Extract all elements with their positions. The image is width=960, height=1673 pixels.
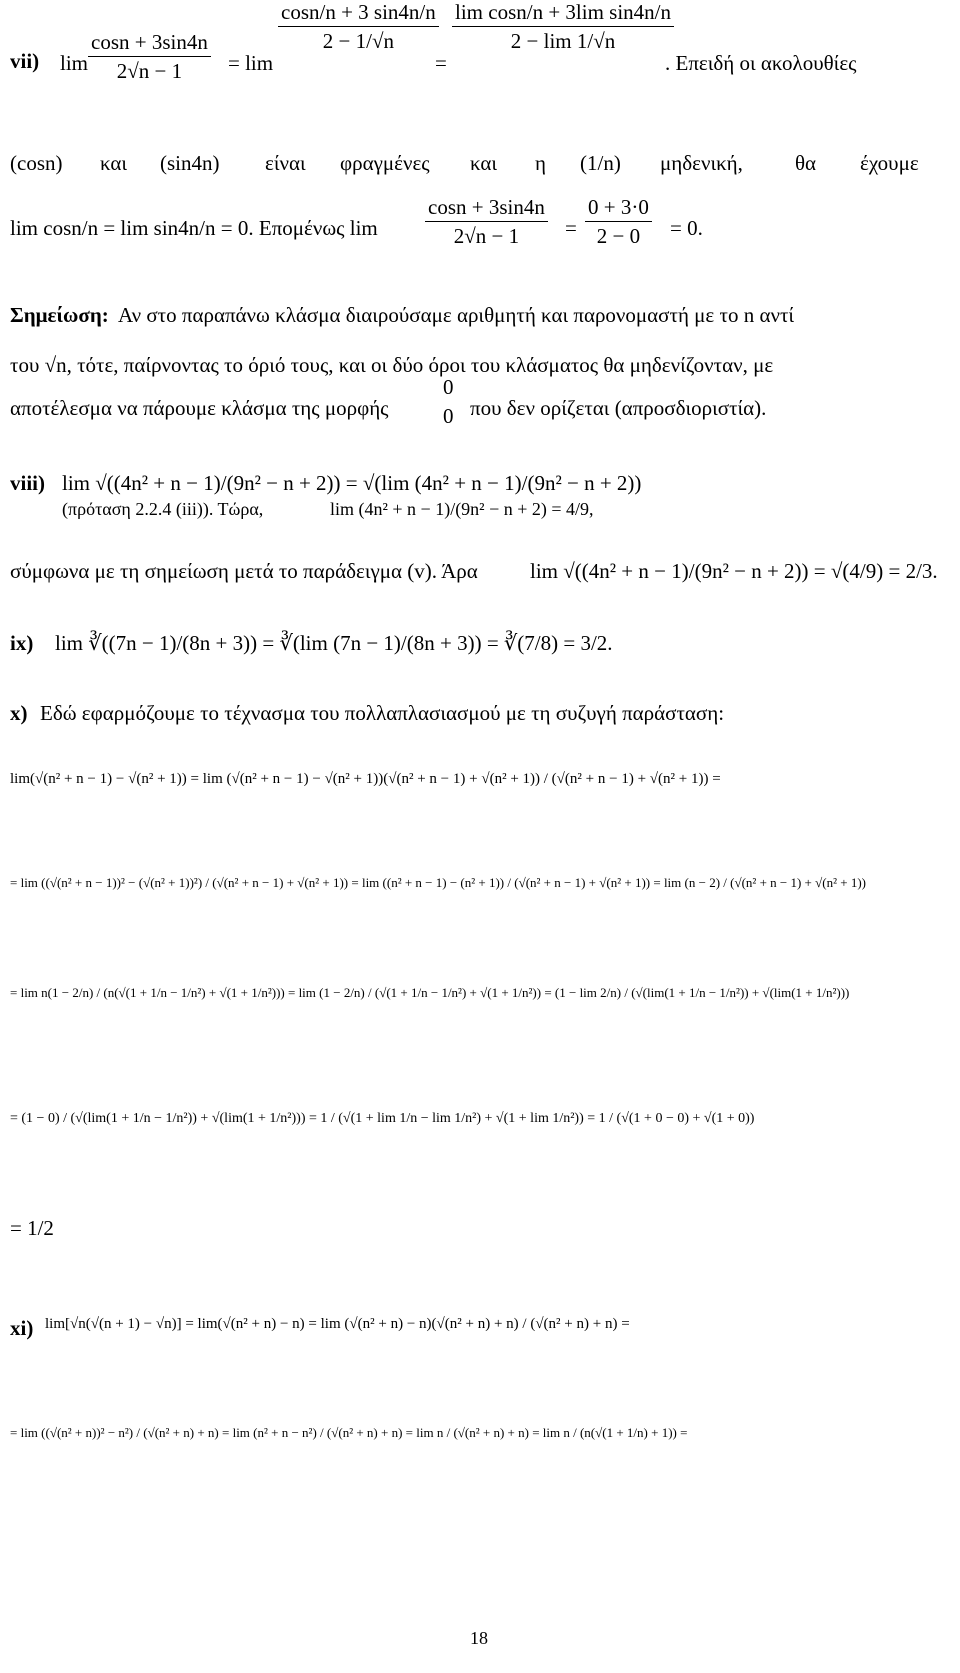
vii-line2-w6: και xyxy=(470,151,498,175)
vii-line2-w4: είναι xyxy=(265,151,306,175)
fraction-denominator: 0 xyxy=(443,404,454,429)
x-step-3: = lim n(1 − 2/n) / (n(√(1 + 1/n − 1/n²) + √(1 + 1/n²))) = lim (1 − 2/n) / (√(1 + 1/n − 1/n²) + √(1 + 1/n²)) = (1 − lim 2/n) / (√(lim(1 + 1/n − 1/n²)) + √(lim(1 + 1/n²))) xyxy=(10,985,850,1000)
note-title: Σημείωση: xyxy=(10,303,109,327)
page-number: 18 xyxy=(470,1628,488,1648)
fraction-bar xyxy=(452,26,674,27)
vii-line2-w10: θα xyxy=(795,151,817,175)
vii-line2-w11: έχουμε xyxy=(860,151,919,175)
fraction-denominator: 2√n − 1 xyxy=(453,224,520,249)
vii-line2-w8: (1/n) xyxy=(580,151,621,175)
fraction-numerator: cosn + 3sin4n xyxy=(91,30,208,54)
vii-line2-w7: η xyxy=(535,151,546,175)
ix-line: lim ∛((7n − 1)/(8n + 3)) = ∛(lim (7n − 1)/(8n + 3)) = ∛(7/8) = 3/2. xyxy=(55,631,613,655)
fraction-denominator: 2√n − 1 xyxy=(116,59,183,84)
fraction-denominator: 2 − 1/√n xyxy=(322,29,394,54)
xi-step-1: lim[√n(√(n + 1) − √n)] = lim(√(n² + n) − n) = lim (√(n² + n) − n)(√(n² + n) + n) / (√(n² + n) + n) = xyxy=(45,1316,630,1332)
xi-step-2: = lim ((√(n² + n))² − n²) / (√(n² + n) + n) = lim (n² + n − n²) / (√(n² + n) + n) = lim n / (√(n² + n) + n) = lim n / (n(√(1 + 1/n) + 1)) = xyxy=(10,1425,688,1440)
x-intro: Εδώ εφαρμόζουμε το τέχνασμα του πολλαπλασιασμού με τη συζυγή παράσταση: xyxy=(40,701,725,725)
equals-sign: = xyxy=(565,216,577,240)
viii-line1-end: lim (4n² + n − 1)/(9n² − n + 2) = 4/9, xyxy=(330,499,594,519)
fraction-zero-over-zero xyxy=(440,375,457,428)
fraction-numerator: 0 + 3·0 xyxy=(588,195,649,219)
vii-line2-w5: φραγμένες xyxy=(340,151,430,175)
note-text-2: του √n, τότε, παίρνοντας το όριό τους, και οι δύο όροι του κλάσματος θα μηδενίζονταν, με xyxy=(10,353,774,377)
vii-line3-text: lim cosn/n = lim sin4n/n = 0. Επομένως lim xyxy=(10,216,378,240)
item-label-viii: viii) xyxy=(10,471,45,495)
fraction-bar xyxy=(88,56,211,57)
note-text-3a: αποτέλεσμα να πάρουμε κλάσμα της μορφής xyxy=(10,396,389,420)
note-text-3b: που δεν ορίζεται (απροσδιοριστία). xyxy=(470,396,767,420)
fraction-bar xyxy=(278,26,439,27)
fraction-bar xyxy=(425,221,548,222)
fraction-vii-a xyxy=(278,0,439,53)
equals-sign: = xyxy=(435,51,447,75)
note-text-1: Αν στο παραπάνω κλάσμα διαιρούσαμε αριθμητή και παρονομαστή με το n αντί xyxy=(118,303,795,327)
fraction-numerator: cosn + 3sin4n xyxy=(428,195,545,219)
lim-text: lim xyxy=(60,51,89,75)
item-label-vii: vii) xyxy=(10,49,40,73)
fraction-bar xyxy=(585,221,652,222)
viii-line2-math: lim √((4n² + n − 1)/(9n² − n + 2)) = √(4/9) = 2/3. xyxy=(530,559,938,583)
item-label-xi: xi) xyxy=(10,1316,34,1340)
fraction-numerator: cosn/n + 3 sin4n/n xyxy=(281,0,436,24)
fraction-numerator: lim cosn/n + 3lim sin4n/n xyxy=(455,0,672,24)
vii-line2-w2: και xyxy=(100,151,128,175)
item-label-ix: ix) xyxy=(10,631,34,655)
fraction-numerator: 0 xyxy=(443,375,454,399)
x-step-2: = lim ((√(n² + n − 1))² − (√(n² + 1))²) / (√(n² + n − 1) + √(n² + 1)) = lim ((n² + n − 1) − (n² + 1)) / (√(n² + n − 1) + √(n² + 1)) = lim (n − 2) / (√(n² + n − 1) + √(n² + 1)) xyxy=(10,875,866,890)
vii-line2-w1: (cosn) xyxy=(10,151,63,175)
fraction-vii-lhs xyxy=(88,30,211,83)
fraction-denominator: 2 − lim 1/√n xyxy=(510,29,616,54)
vii-line2-w3: (sin4n) xyxy=(160,151,220,175)
x-step-1: lim(√(n² + n − 1) − √(n² + 1)) = lim (√(n² + n − 1) − √(n² + 1))(√(n² + n − 1) + √(n² + 1)) / (√(n² + n − 1) + √(n² + 1)) = xyxy=(10,771,721,787)
x-step-4: = (1 − 0) / (√(lim(1 + 1/n − 1/n²)) + √(lim(1 + 1/n²))) = 1 / (√(1 + lim 1/n − lim 1/n²) + √(1 + lim 1/n²)) = 1 / (√(1 + 0 − 0) + √(1 + 0)) xyxy=(10,1111,755,1126)
viii-line2-text: σύμφωνα με τη σημείωση μετά το παράδειγμα (v). Άρα xyxy=(10,559,478,583)
vii-line2-w9: μηδενική, xyxy=(660,151,743,175)
fraction-bar xyxy=(440,401,457,402)
vii-line3-end: = 0. xyxy=(670,216,703,240)
viii-line1: lim √((4n² + n − 1)/(9n² − n + 2)) = √(lim (4n² + n − 1)/(9n² − n + 2)) xyxy=(62,471,642,495)
fraction-vii-b xyxy=(452,0,674,53)
fraction-vii-line3 xyxy=(425,195,548,248)
item-label-x: x) xyxy=(10,701,28,725)
x-step-5: = 1/2 xyxy=(10,1216,54,1240)
fraction-denominator: 2 − 0 xyxy=(596,224,641,249)
viii-line1-mid: (πρόταση 2.2.4 (iii)). Τώρα, xyxy=(62,499,264,519)
equals-sign: = lim xyxy=(228,51,274,75)
fraction-vii-line3-eq xyxy=(585,195,652,248)
vii-tail-text: . Επειδή οι ακολουθίες xyxy=(665,51,857,75)
